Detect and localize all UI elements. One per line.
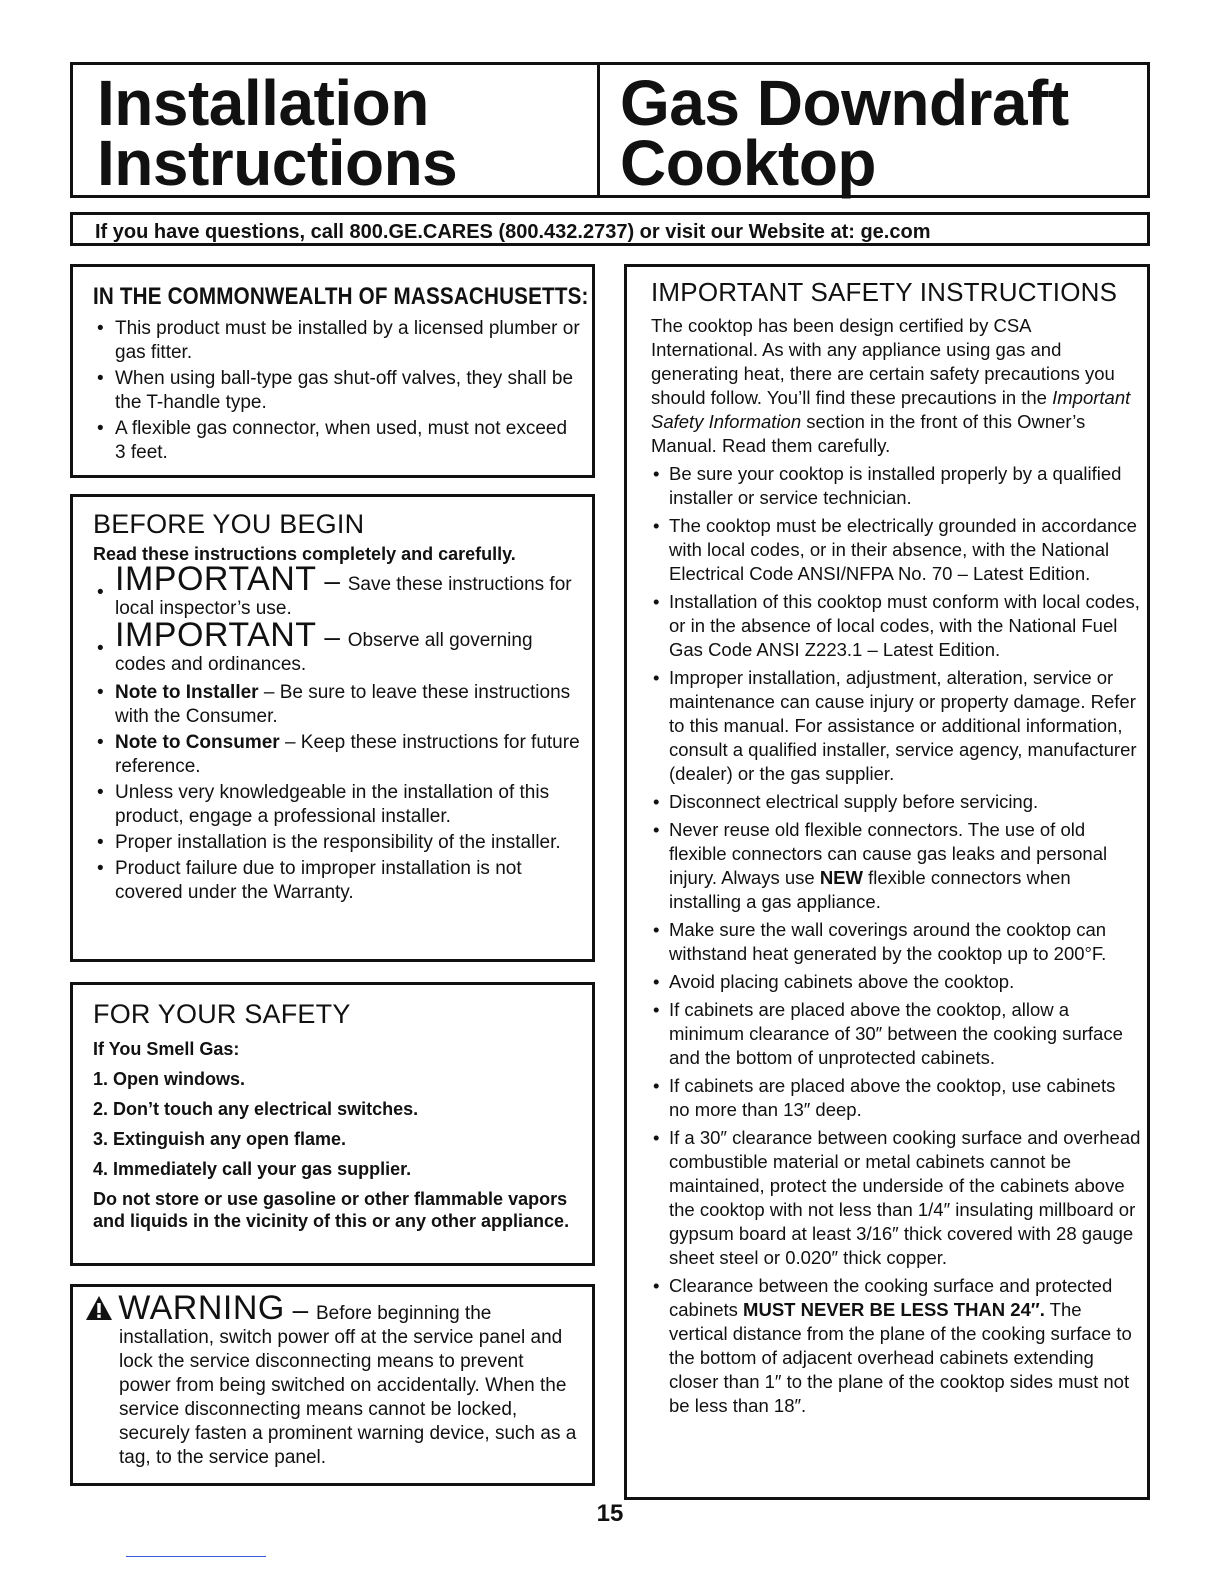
list-item: • Improper installation, adjustment, alteration, service or maintenance can cause injury or property damage. Refer to this manual. For assistance or additional information, consult a qualified installer, service agency, manufacturer (dealer) or the gas supplier. <box>651 666 1141 786</box>
list-item: • Clearance between the cooking surface and protected cabinets MUST NEVER BE LESS THAN 24″. The vertical distance from the plane of the cooking surface to the bottom of adjacent overhead cabinets extending closer than 1″ to the plane of the cooktop sides must not be less than 18″. <box>651 1274 1141 1418</box>
list-item: • Make sure the wall coverings around the cooktop can withstand heat generated by the cooktop up to 200°F. <box>651 918 1141 966</box>
list-item: • The cooktop must be electrically grounded in accordance with local codes, or in their absence, with the National Electrical Code ANSI/NFPA No. 70 – Latest Edition. <box>651 514 1141 586</box>
gas-smell-steps <box>93 1038 580 1232</box>
list-item: • Be sure your cooktop is installed properly by a qualified installer or service technician. <box>651 462 1141 510</box>
warning-triangle-icon <box>85 1295 113 1321</box>
for-your-safety-heading: FOR YOUR SAFETY <box>93 999 351 1029</box>
smell-gas-label: If You Smell Gas: <box>93 1039 240 1059</box>
safety-step: 2. Don’t touch any electrical switches. <box>93 1099 419 1119</box>
product-title: Gas Downdraft Cooktop <box>620 67 1069 199</box>
list-item: • Installation of this cooktop must conform with local codes, or in the absence of local codes, with the National Fuel Gas Code ANSI Z223.1 – Latest Edition. <box>651 590 1141 662</box>
before-you-begin-heading: BEFORE YOU BEGIN <box>93 509 365 539</box>
safety-list <box>651 462 1141 1418</box>
important-safety-box <box>624 264 1150 1500</box>
massachusetts-box <box>70 264 595 478</box>
contact-banner <box>70 212 1150 246</box>
installation-instructions-title: Installation Instructions <box>97 67 458 199</box>
footer-divider <box>126 1556 266 1557</box>
safety-step: 1. Open windows. <box>93 1069 246 1089</box>
list-item: • If a 30″ clearance between cooking surface and overhead combustible material or metal cabinets cannot be maintained, protect the underside of the cabinets above the cooktop with not less than 1/4″ insulating millboard or gypsum board at least 3/16″ thick covered with 28 gauge sheet steel or 0.020″ thick copper. <box>651 1126 1141 1270</box>
important-codes-item: • IMPORTANT – Observe all governing codes and ordinances. <box>97 616 533 675</box>
list-item: • Never reuse old flexible connectors. The use of old flexible connectors can cause gas leaks and personal injury. Always use NEW flexible connectors when installing a gas appliance. <box>651 818 1141 914</box>
title-box-left <box>70 62 597 198</box>
list-item: • A flexible gas connector, when used, must not exceed 3 feet. <box>93 417 580 465</box>
massachusetts-heading: IN THE COMMONWEALTH OF MASSACHUSETTS: <box>93 283 589 310</box>
list-item: • If cabinets are placed above the cooktop, use cabinets no more than 13″ deep. <box>651 1074 1141 1122</box>
important-safety-heading: IMPORTANT SAFETY INSTRUCTIONS <box>651 277 1118 307</box>
list-item: • Proper installation is the responsibility of the installer. <box>93 831 580 855</box>
before-you-begin-list <box>93 681 580 905</box>
flammable-warning: Do not store or use gasoline or other flammable vapors and liquids in the vicinity of this or any other appliance. <box>93 1189 570 1231</box>
list-item: • Unless very knowledgeable in the installation of this product, engage a professional installer. <box>93 781 580 829</box>
important-save-item: • IMPORTANT – Save these instructions for local inspector’s use. <box>97 560 572 619</box>
note-to-installer: • Note to Installer – Be sure to leave these instructions with the Consumer. <box>93 681 580 729</box>
list-item: • Disconnect electrical supply before servicing. <box>651 790 1141 814</box>
safety-step: 3. Extinguish any open flame. <box>93 1129 347 1149</box>
list-item: • Avoid placing cabinets above the cooktop. <box>651 970 1141 994</box>
list-item: • When using ball-type gas shut-off valves, they shall be the T-handle type. <box>93 367 580 415</box>
list-item: • If cabinets are placed above the cooktop, allow a minimum clearance of 30″ between the cooking surface and the bottom of unprotected cabinets. <box>651 998 1141 1070</box>
for-your-safety-box <box>70 982 595 1266</box>
warning-text: installation, switch power off at the service panel and lock the service disconnecting means to prevent power from being switched on accidentally. When the service disconnecting means cannot be locked, securely fasten a prominent warning device, such as a tag, to the service panel. <box>119 1327 577 1468</box>
title-box-right <box>597 62 1150 198</box>
before-you-begin-box <box>70 494 595 962</box>
massachusetts-list <box>93 317 580 465</box>
warning-box <box>70 1284 595 1486</box>
warning-heading: WARNING – Before beginning the <box>85 1295 580 1326</box>
safety-step: 4. Immediately call your gas supplier. <box>93 1159 412 1179</box>
page-number: 15 <box>596 1500 624 1527</box>
list-item: • Product failure due to improper installation is not covered under the Warranty. <box>93 857 580 905</box>
note-to-consumer: • Note to Consumer – Keep these instructions for future reference. <box>93 731 580 779</box>
safety-intro: The cooktop has been design certified by CSA International. As with any appliance using gas and generating heat, there are certain safety precautions you should follow. You’ll find these precautions in the Important Safety Information section in the front of this Owner’s Manual. Read them carefully. <box>651 315 1131 456</box>
contact-text: If you have questions, call 800.GE.CARES (800.432.2737) or visit our Website at: ge.com <box>95 221 931 243</box>
read-instructions-note: Read these instructions completely and carefully. <box>93 544 516 564</box>
list-item: • This product must be installed by a licensed plumber or gas fitter. <box>93 317 580 365</box>
